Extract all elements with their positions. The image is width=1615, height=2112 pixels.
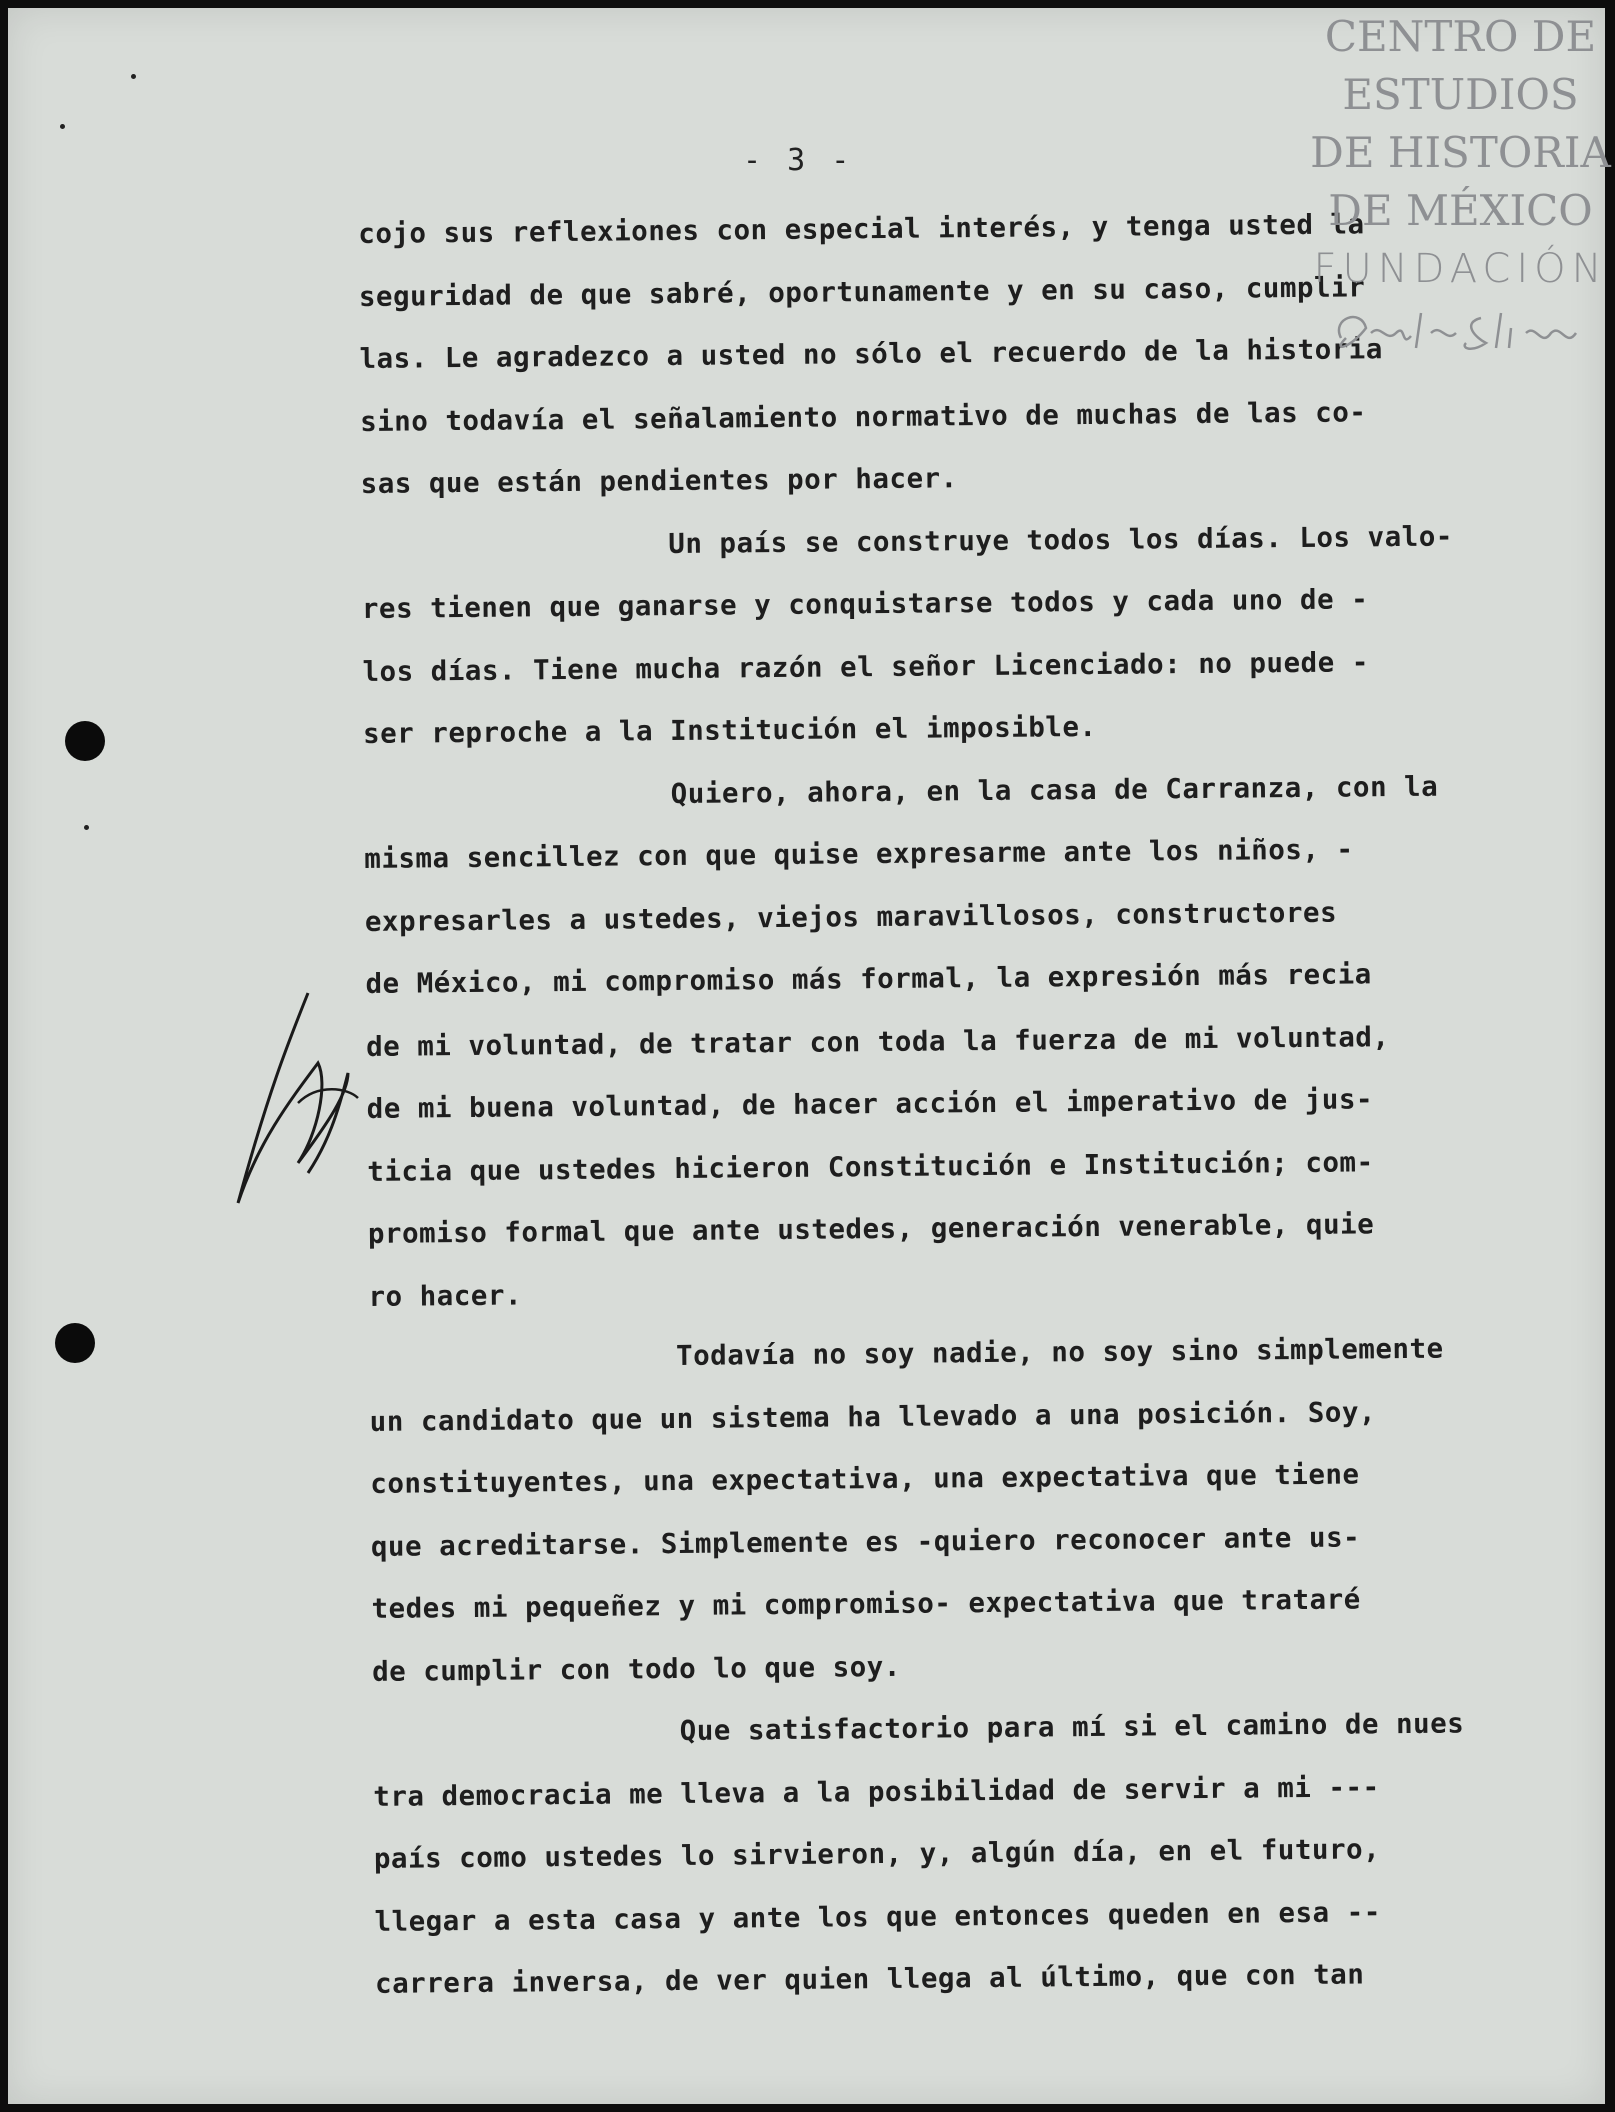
- text-line: sino todavía el señalamiento normativo de muchas de las co-: [359, 395, 1367, 438]
- text-line: ticia que ustedes hicieron Constitución e Institución; com-: [367, 1145, 1374, 1188]
- text-line: ro hacer.: [368, 1278, 523, 1313]
- text-line: Que satisfactorio para mí si el camino de nues: [372, 1707, 1465, 1750]
- handwritten-initials: [228, 983, 368, 1213]
- text-line: Un país se construye todos los días. Los valo-: [361, 520, 1454, 563]
- watermark-line: DE MÉXICO: [1328, 186, 1593, 235]
- text-line: un candidato que un sistema ha llevado a una posición. Soy,: [369, 1395, 1377, 1438]
- archive-watermark: [1298, 8, 1615, 408]
- paragraph-2: [361, 504, 1563, 766]
- paragraph-5: [372, 1691, 1575, 2015]
- text-line: misma sencillez con que quise expresarme ante los niños, -: [364, 833, 1354, 875]
- punch-hole-top: [65, 721, 105, 761]
- ink-speck: [60, 124, 65, 129]
- text-line: carrera inversa, de ver quien llega al último, que con tan: [374, 1958, 1365, 2000]
- text-line: promiso formal que ante ustedes, generación venerable, quie: [367, 1208, 1375, 1250]
- typed-body-text: [358, 191, 1575, 2015]
- punch-hole-bottom: [55, 1323, 95, 1363]
- text-line: cojo sus reflexiones con especial interés, y tenga usted la: [358, 208, 1365, 250]
- text-line: Quiero, ahora, en la casa de Carranza, con la: [363, 770, 1439, 813]
- watermark-line: ESTUDIOS: [1342, 70, 1579, 119]
- text-line: Todavía no soy nadie, no soy sino simplemente: [368, 1332, 1444, 1375]
- text-line: tra democracia me lleva a la posibilidad de servir a mi ---: [373, 1770, 1380, 1813]
- text-line: que acreditarse. Simplemente es -quiero reconocer ante us-: [370, 1520, 1361, 1563]
- text-line: de mi buena voluntad, de hacer acción el imperativo de jus-: [366, 1083, 1374, 1125]
- document-page: [8, 8, 1611, 2104]
- text-line: sas que están pendientes por hacer.: [360, 462, 958, 500]
- text-line: de mi voluntad, de tratar con toda la fuerza de mi voluntad,: [365, 1020, 1390, 1063]
- text-line: llegar a esta casa y ante los que entonces queden en esa --: [374, 1895, 1381, 1938]
- text-line: ser reproche a la Institución el imposible.: [362, 710, 1097, 750]
- text-line: expresarles a ustedes, viejos maravillosos, constructores: [364, 896, 1338, 938]
- page-number: - 3 -: [743, 143, 854, 178]
- text-line: de México, mi compromiso más formal, la expresión más recia: [365, 958, 1372, 1000]
- text-line: constituyentes, una expectativa, una expectativa que tiene: [370, 1458, 1360, 1500]
- watermark-line: CENTRO DE: [1324, 12, 1597, 61]
- text-line: los días. Tiene mucha razón el señor Licenciado: no puede -: [362, 645, 1369, 688]
- paragraph-3: [363, 754, 1568, 1328]
- paragraph-4: [369, 1316, 1573, 1703]
- text-line: país como ustedes lo sirvieron, y, algún día, en el futuro,: [373, 1833, 1381, 1875]
- watermark-signature: [1311, 298, 1611, 368]
- text-line: de cumplir con todo lo que soy.: [371, 1650, 901, 1688]
- text-line: res tienen que ganarse y conquistarse todos y cada uno de -: [361, 583, 1369, 625]
- text-line: seguridad de que sabré, oportunamente y en su caso, cumplir: [358, 270, 1366, 313]
- ink-speck: [131, 74, 136, 79]
- ink-speck: [84, 825, 89, 830]
- watermark-line: DE HISTORIA: [1310, 128, 1611, 177]
- watermark-line: FUNDACIÓN: [1313, 246, 1608, 292]
- text-line: las. Le agradezco a usted no sólo el recuerdo de la historia: [359, 333, 1383, 375]
- text-line: tedes mi pequeñez y mi compromiso- expectativa que trataré: [371, 1583, 1361, 1625]
